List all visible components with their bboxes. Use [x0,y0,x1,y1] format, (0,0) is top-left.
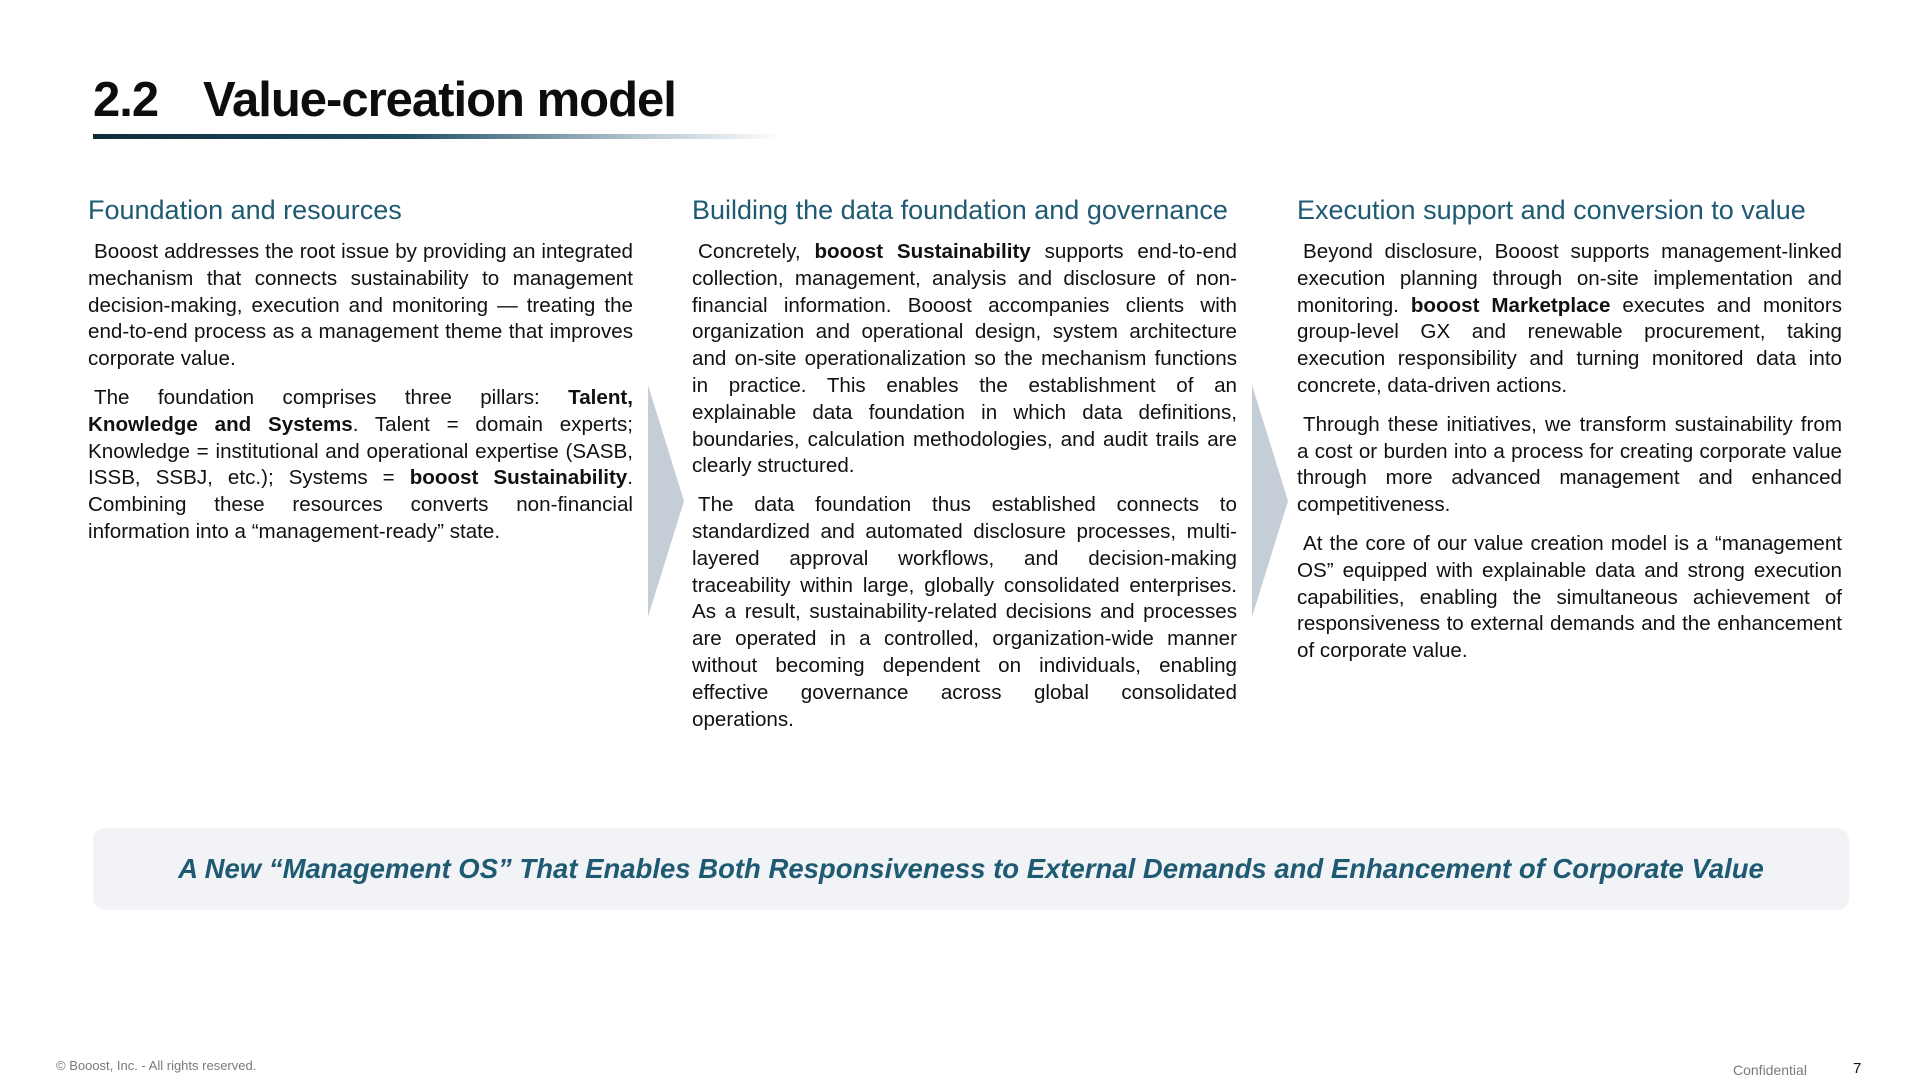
column-paragraph [692,239,1237,480]
title-underline [93,134,783,139]
column-paragraph [1297,531,1842,665]
column-paragraph [88,385,633,546]
footer-copyright: © Booost, Inc. - All rights reserved. [56,1058,257,1073]
paragraph-text: The data foundation thus established connects to standardized and automated disclosure processes, multi-layered approval workflows, and decision-making traceability within large, globally consolidated enterprises. As a result, sustainability-related decisions and processes are operated in a controlled, organization-wide manner without becoming dependent on individuals, enabling effective governance across global consolidated operations. [692,493,1237,731]
column-heading: Building the data foundation and governance [692,195,1228,225]
chevron-right-icon [648,385,684,617]
column-paragraph [1297,239,1842,400]
column-body [1297,239,1842,665]
chevron-right-icon [1252,385,1288,617]
paragraph-text: Concretely, [698,240,815,263]
page-number: 7 [1853,1060,1862,1077]
paragraph-text: executes and monitors group-level GX and renewable procurement, taking execution responsibility and turning monitored data into concrete, data-driven actions. [1297,293,1842,397]
column-foundation-resources [88,193,633,558]
column-paragraph [88,239,633,373]
section-number: 2.2 [93,73,159,127]
banner-text: A New “Management OS” That Enables Both Responsiveness to External Demands and Enhancement of Corporate Value [178,853,1764,884]
paragraph-text: Through these initiatives, we transform sustainability from a cost or burden into a process for creating corporate value through more advanced management and enhanced competitiveness. [1297,412,1842,517]
confidential-label: Confidential [1733,1062,1807,1078]
paragraph-text: Booost addresses the root issue by providing an integrated mechanism that connects sustainability to management decision-making, execution and monitoring — treating the end-to-end process as a management theme that improves corporate value. [88,240,633,371]
paragraph-text: . Combining these resources converts non-financial information into a “management-ready” state. [88,466,633,543]
summary-banner [93,828,1849,910]
emphasis-text: Talent, Knowledge and Systems [88,385,633,436]
column-heading: Foundation and resources [88,195,402,225]
emphasis-text: booost Sustainability [409,466,628,490]
paragraph-text: The foundation comprises three pillars: [94,385,569,409]
section-title: Value-creation model [203,73,676,127]
page-title [93,72,676,128]
paragraph-text: . Talent = domain experts; Knowledge = institutional and operational expertise (SASB, ISSB, SSBJ, etc.); Systems = [88,412,633,490]
column-paragraph [692,492,1237,733]
column-execution-support [1297,193,1842,677]
emphasis-text: booost Sustainability [814,240,1031,263]
column-data-foundation-governance [692,193,1237,745]
emphasis-text: booost Marketplace [1410,293,1611,317]
column-body [88,239,633,546]
paragraph-text: Beyond disclosure, Booost supports management-linked execution planning through on-site implementation and monitoring. [1297,240,1842,317]
paragraph-text: supports end-to-end collection, management, analysis and disclosure of non-financial information. Booost accompanies clients with organization and operational design, system architecture and on-site operationalization so the mechanism functions in practice. This enables the establishment of an explainable data foundation in which data definitions, boundaries, calculation methodologies, and audit trails are clearly structured. [692,240,1237,478]
paragraph-text: At the core of our value creation model is a “management OS” equipped with explainable data and strong execution capabilities, enabling the simultaneous achievement of responsiveness to external demands and the enhancement of corporate value. [1297,531,1842,663]
column-paragraph [1297,412,1842,519]
column-heading: Execution support and conversion to value [1297,195,1806,225]
column-body [692,239,1237,733]
